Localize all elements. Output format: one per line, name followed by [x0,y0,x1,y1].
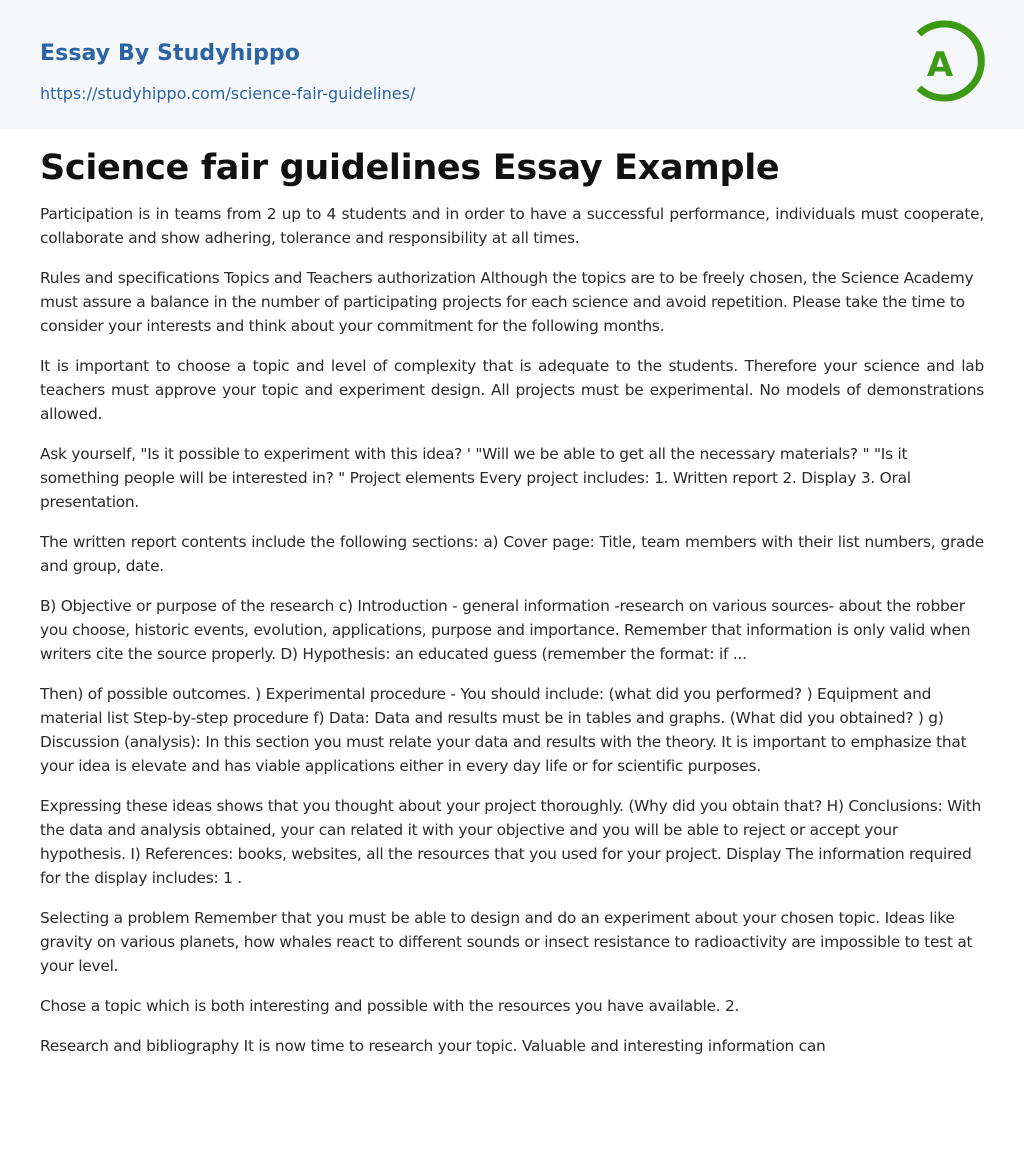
essay-paragraph: Rules and specifications Topics and Teachers authorization Although the topics are to be freely chosen, the Science Academy must assure a balance in the number of participating projects for each science and avoid repetition. Please take the time to consider your interests and think about your commitment for the following months. [40,269,974,335]
essay-paragraph: Chose a topic which is both interesting and possible with the resources you have available. 2. [40,997,740,1015]
essay-paragraph: It is important to choose a topic and level of complexity that is adequate to the students. Therefore your science and lab teachers must approve your topic and experiment design. All projects must be experimental. No models of demonstrations allowed. [40,357,984,423]
essay-main [0,147,1024,1058]
site-header [0,0,1024,129]
essay-paragraph: Participation is in teams from 2 up to 4 students and in order to have a successful performance, individuals must cooperate, collaborate and show adhering, tolerance and responsibility at all times. [40,205,984,247]
essay-paragraph: B) Objective or purpose of the research c) Introduction - general information -research on various sources- about the robber you choose, historic events, evolution, applications, purpose and importance. Remember that information is only valid when writers cite the source properly. D) Hypothesis: an educated guess (remember the format: if ... [40,597,971,663]
essay-paragraph: Research and bibliography It is now time to research your topic. Valuable and interesting information can [40,1037,826,1055]
essay-body [40,202,984,1058]
studyhippo-logo[interactable] [910,18,988,106]
essay-paragraph: Selecting a problem Remember that you must be able to design and do an experiment about your chosen topic. Ideas like gravity on various planets, how whales react to different sounds or insect resistance to radioactivity are impossible to test at your level. [40,909,973,975]
logo-ring-icon [910,18,988,106]
essay-paragraph: The written report contents include the following sections: a) Cover page: Title, team members with their list numbers, grade and group, date. [40,533,984,575]
brand-title[interactable]: Essay By Studyhippo [40,41,300,66]
page-title: Science fair guidelines Essay Example [40,148,780,188]
essay-paragraph: Then) of possible outcomes. ) Experimental procedure - You should include: (what did you performed? ) Equipment and material list Step-by-step procedure f) Data: Data and results must be in tables and graphs. (What did you obtained? ) g) Discussion (analysis): In this section you must relate your data and results with the theory. It is important to emphasize that your idea is elevate and has viable applications either in every day life or for scientific purposes. [40,685,967,775]
source-url-link[interactable]: https://studyhippo.com/science-fair-guidelines/ [40,84,416,103]
essay-paragraph: Expressing these ideas shows that you thought about your project thoroughly. (Why did you obtain that? H) Conclusions: With the data and analysis obtained, your can related it with your objective and you will be able to reject or accept your hypothesis. I) References: books, websites, all the resources that you used for your project. Display The information required for the display includes: 1 . [40,797,982,887]
logo-letter: A [926,45,954,85]
essay-paragraph: Ask yourself, "Is it possible to experiment with this idea? ' "Will we be able to get all the necessary materials? " "Is it something people will be interested in? " Project elements Every project includes: 1. Written report 2. Display 3. Oral presentation. [40,445,911,511]
